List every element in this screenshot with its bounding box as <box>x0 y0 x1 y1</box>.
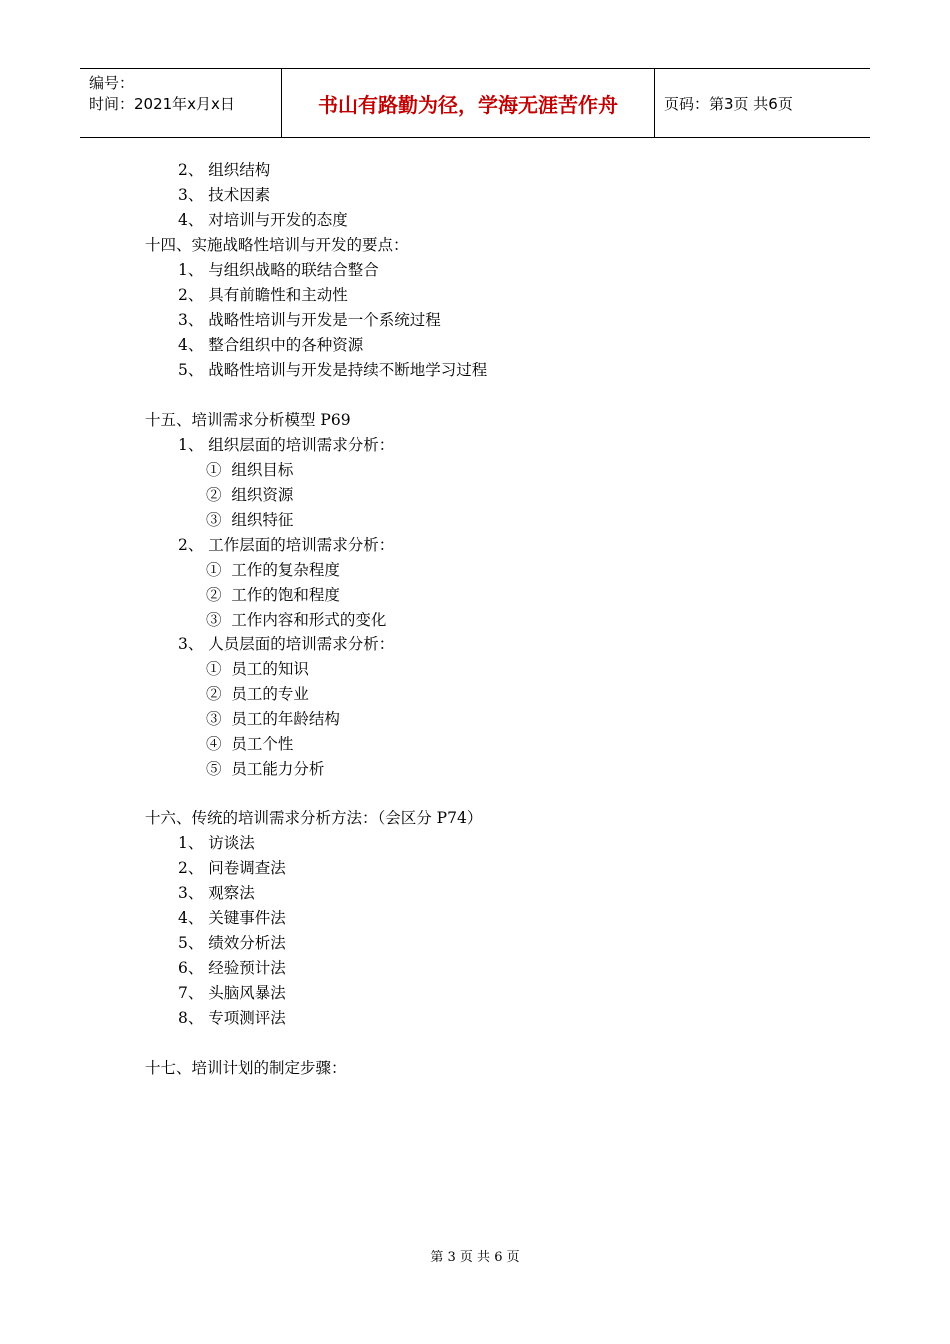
sub-list-item: ④ 员工个性 <box>206 735 294 753</box>
list-item: 2、 问卷调查法 <box>178 859 286 877</box>
page-footer: 第 3 页 共 6 页 <box>430 1250 520 1265</box>
list-item: 1、 与组织战略的联结合整合 <box>178 261 379 279</box>
sub-list-item: ② 组织资源 <box>206 486 294 504</box>
page-header <box>80 68 870 138</box>
list-item: 3、 战略性培训与开发是一个系统过程 <box>178 311 441 329</box>
section-heading: 十七、培训计划的制定步骤： <box>145 1059 347 1077</box>
list-item: 3、 技术因素 <box>178 186 271 204</box>
list-item: 2、 工作层面的培训需求分析： <box>178 536 395 554</box>
section-heading: 十五、培训需求分析模型 P69 <box>145 411 351 429</box>
number-label: 编号： <box>89 74 135 92</box>
list-item: 4、 整合组织中的各种资源 <box>178 336 364 354</box>
list-item: 1、 访谈法 <box>178 834 255 852</box>
sub-list-item: ③ 工作内容和形式的变化 <box>206 611 387 629</box>
date-line: 时间：2021年x月x日 <box>89 95 235 113</box>
list-item: 4、 对培训与开发的态度 <box>178 211 348 229</box>
sub-list-item: ⑤ 员工能力分析 <box>206 760 325 778</box>
header-motto: 书山有路勤为径，学海无涯苦作舟 <box>318 92 618 117</box>
header-page-info: 页码：第3页 共6页 <box>664 95 793 113</box>
sub-list-item: ① 员工的知识 <box>206 660 309 678</box>
sub-list-item: ① 组织目标 <box>206 461 294 479</box>
list-item: 3、 人员层面的培训需求分析： <box>178 635 395 653</box>
list-item: 2、 组织结构 <box>178 161 271 179</box>
header-meta <box>89 73 235 115</box>
sub-list-item: ② 工作的饱和程度 <box>206 586 340 604</box>
sub-list-item: ③ 员工的年龄结构 <box>206 710 340 728</box>
section-heading: 十六、传统的培训需求分析方法：（会区分 P74） <box>145 809 483 827</box>
list-item: 1、 组织层面的培训需求分析： <box>178 436 395 454</box>
list-item: 7、 头脑风暴法 <box>178 984 286 1002</box>
sub-list-item: ③ 组织特征 <box>206 511 294 529</box>
sub-list-item: ① 工作的复杂程度 <box>206 561 340 579</box>
sub-list-item: ② 员工的专业 <box>206 685 309 703</box>
list-item: 5、 绩效分析法 <box>178 934 286 952</box>
list-item: 5、 战略性培训与开发是持续不断地学习过程 <box>178 361 488 379</box>
section-heading: 十四、实施战略性培训与开发的要点： <box>145 236 409 254</box>
list-item: 6、 经验预计法 <box>178 959 286 977</box>
list-item: 8、 专项测评法 <box>178 1009 286 1027</box>
list-item: 3、 观察法 <box>178 884 255 902</box>
header-divider <box>654 69 655 137</box>
list-item: 2、 具有前瞻性和主动性 <box>178 286 348 304</box>
list-item: 4、 关键事件法 <box>178 909 286 927</box>
